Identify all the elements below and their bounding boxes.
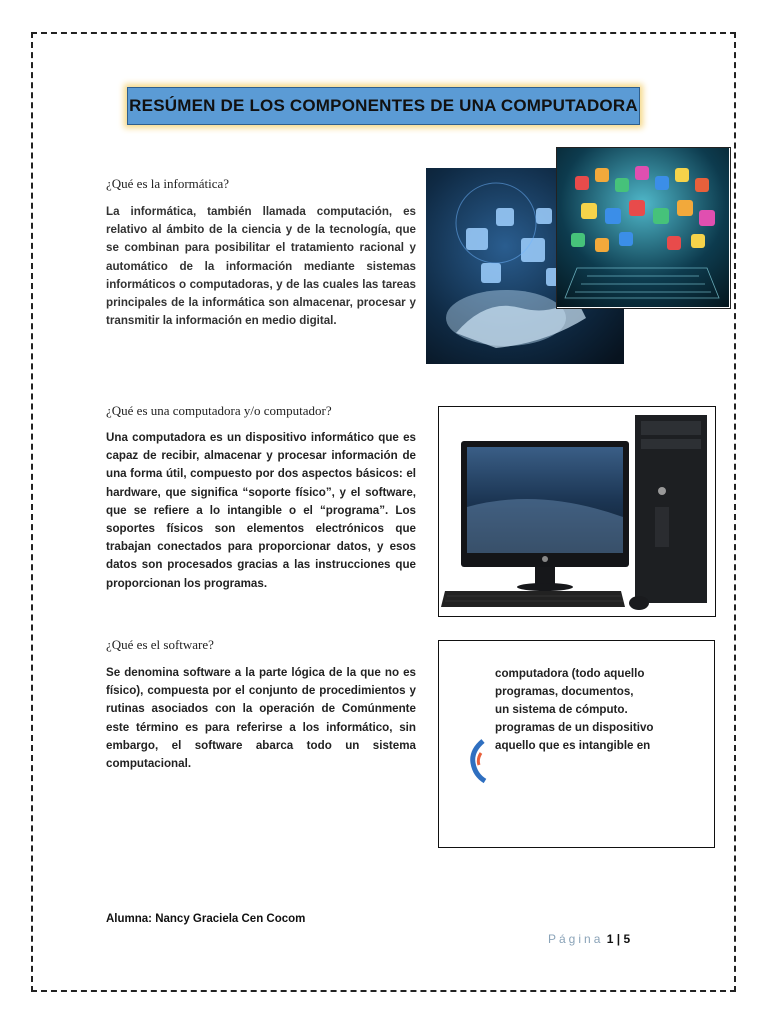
question-computadora: ¿Qué es una computadora y/o computador? — [106, 403, 332, 418]
paragraph-informatica: La informática, también llamada computación, es relativo al ámbito de la ciencia y de la tecnología, que se combinan para posibilitar el tratamiento racional y automático de la información mediante sistemas informáticos o computadoras, y de las cuales las tareas principales de la informática son almacenar, procesar y transmitir la información en medio digital. — [106, 205, 416, 328]
software-box-text — [495, 665, 661, 755]
paragraph-computadora: Una computadora es un dispositivo informático que es capaz de recibir, almacenar y procesar información de una forma útil, compuesto por dos aspectos básicos: el hardware, que significa “soporte físico”, y el software, que se refiere a lo intangible o el “programa”. Los soportes físicos son elementos electrónicos que trabajan conectados para proporcionar datos, y esos datos son procesados gracias a las instrucciones que proporcionan los programas. — [106, 431, 416, 590]
question-software: ¿Qué es el software? — [106, 637, 214, 652]
software-box-line: programas, documentos, — [495, 685, 634, 698]
software-box-line: programas de un dispositivo — [495, 721, 654, 734]
title-banner — [127, 87, 640, 125]
page-number — [548, 932, 630, 946]
page-label: Página — [548, 932, 604, 946]
software-box-line: computadora (todo aquello — [495, 667, 645, 680]
paragraph-software: Se denomina software a la parte lógica de la que no es físico), compuesta por el conjunto de procedimientos y rutinas asociados con la operación de Comúnmente este término es para referirse a los informático, sin embargo, el software abarca todo un sistema computacional. — [106, 666, 416, 771]
page-title: RESÚMEN DE LOS COMPONENTES DE UNA COMPUTADORA — [129, 96, 638, 115]
desktop-pc-illustration — [439, 407, 714, 615]
current-page: 1 — [606, 932, 614, 946]
author-name: Alumna: Nancy Graciela Cen Cocom — [106, 913, 306, 925]
desktop-pc-image — [438, 406, 716, 617]
total-pages: 5 — [623, 932, 631, 946]
page-separator: | — [616, 932, 621, 946]
software-box-line: aquello que es intangible en — [495, 739, 651, 752]
partial-logo-icon — [467, 731, 487, 791]
apps-screen-image — [556, 147, 731, 309]
apps-screen-illustration — [557, 148, 729, 307]
question-informatica: ¿Qué es la informática? — [106, 176, 230, 191]
software-box-line: un sistema de cómputo. — [495, 703, 628, 716]
